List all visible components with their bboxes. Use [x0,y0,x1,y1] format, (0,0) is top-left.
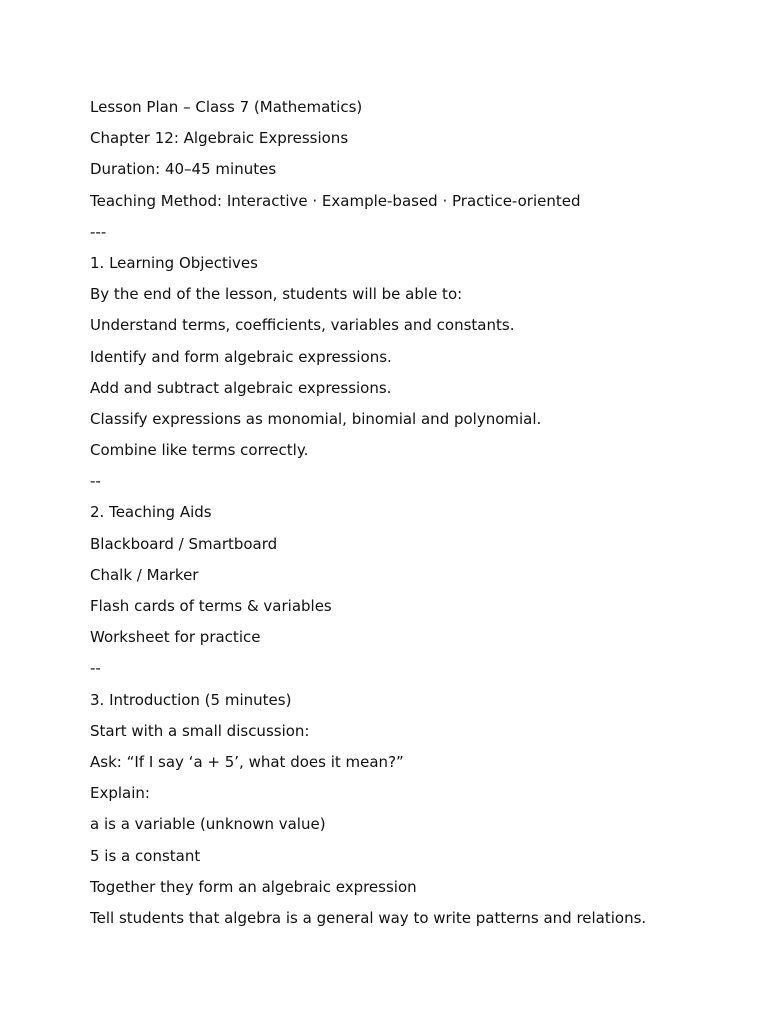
chapter-line: Chapter 12: Algebraic Expressions [90,129,349,148]
teaching-aid-item: Flash cards of terms & variables [90,597,332,615]
teaching-aids-heading: 2. Teaching Aids [90,503,212,522]
document-body [90,92,730,934]
separator: -- [90,472,101,491]
introduction-line: Ask: “If I say ‘a + 5’, what does it mean?” [90,752,404,771]
objectives-intro: By the end of the lesson, students will be able to: [90,285,463,304]
objective-item: Classify expressions as monomial, binomial and polynomial. [90,409,542,428]
teaching-method-line: Teaching Method: Interactive · Example-based · Practice-oriented [90,191,581,210]
introduction-line: Tell students that algebra is a general way to write patterns and relations. [90,908,647,927]
introduction-line: 5 is a constant [90,846,201,865]
teaching-aid-item: Chalk / Marker [90,565,199,584]
introduction-line: Explain: [90,784,150,803]
objective-item: Combine like terms correctly. [90,441,309,460]
introduction-line: Start with a small discussion: [90,721,310,740]
teaching-aid-item: Blackboard / Smartboard [90,534,278,553]
objective-item: Add and subtract algebraic expressions. [90,378,392,397]
introduction-line: Together they form an algebraic expression [90,877,417,896]
separator: -- [90,659,101,678]
teaching-aid-item: Worksheet for practice [90,628,261,647]
introduction-heading: 3. Introduction (5 minutes) [90,690,292,709]
introduction-line: a is a variable (unknown value) [90,815,326,834]
duration-line: Duration: 40–45 minutes [90,160,277,179]
objective-item: Understand terms, coefficients, variables and constants. [90,316,515,335]
separator: --- [90,222,107,241]
objectives-heading: 1. Learning Objectives [90,253,258,272]
objective-item: Identify and form algebraic expressions. [90,347,392,366]
lesson-title: Lesson Plan – Class 7 (Mathematics) [90,98,363,116]
